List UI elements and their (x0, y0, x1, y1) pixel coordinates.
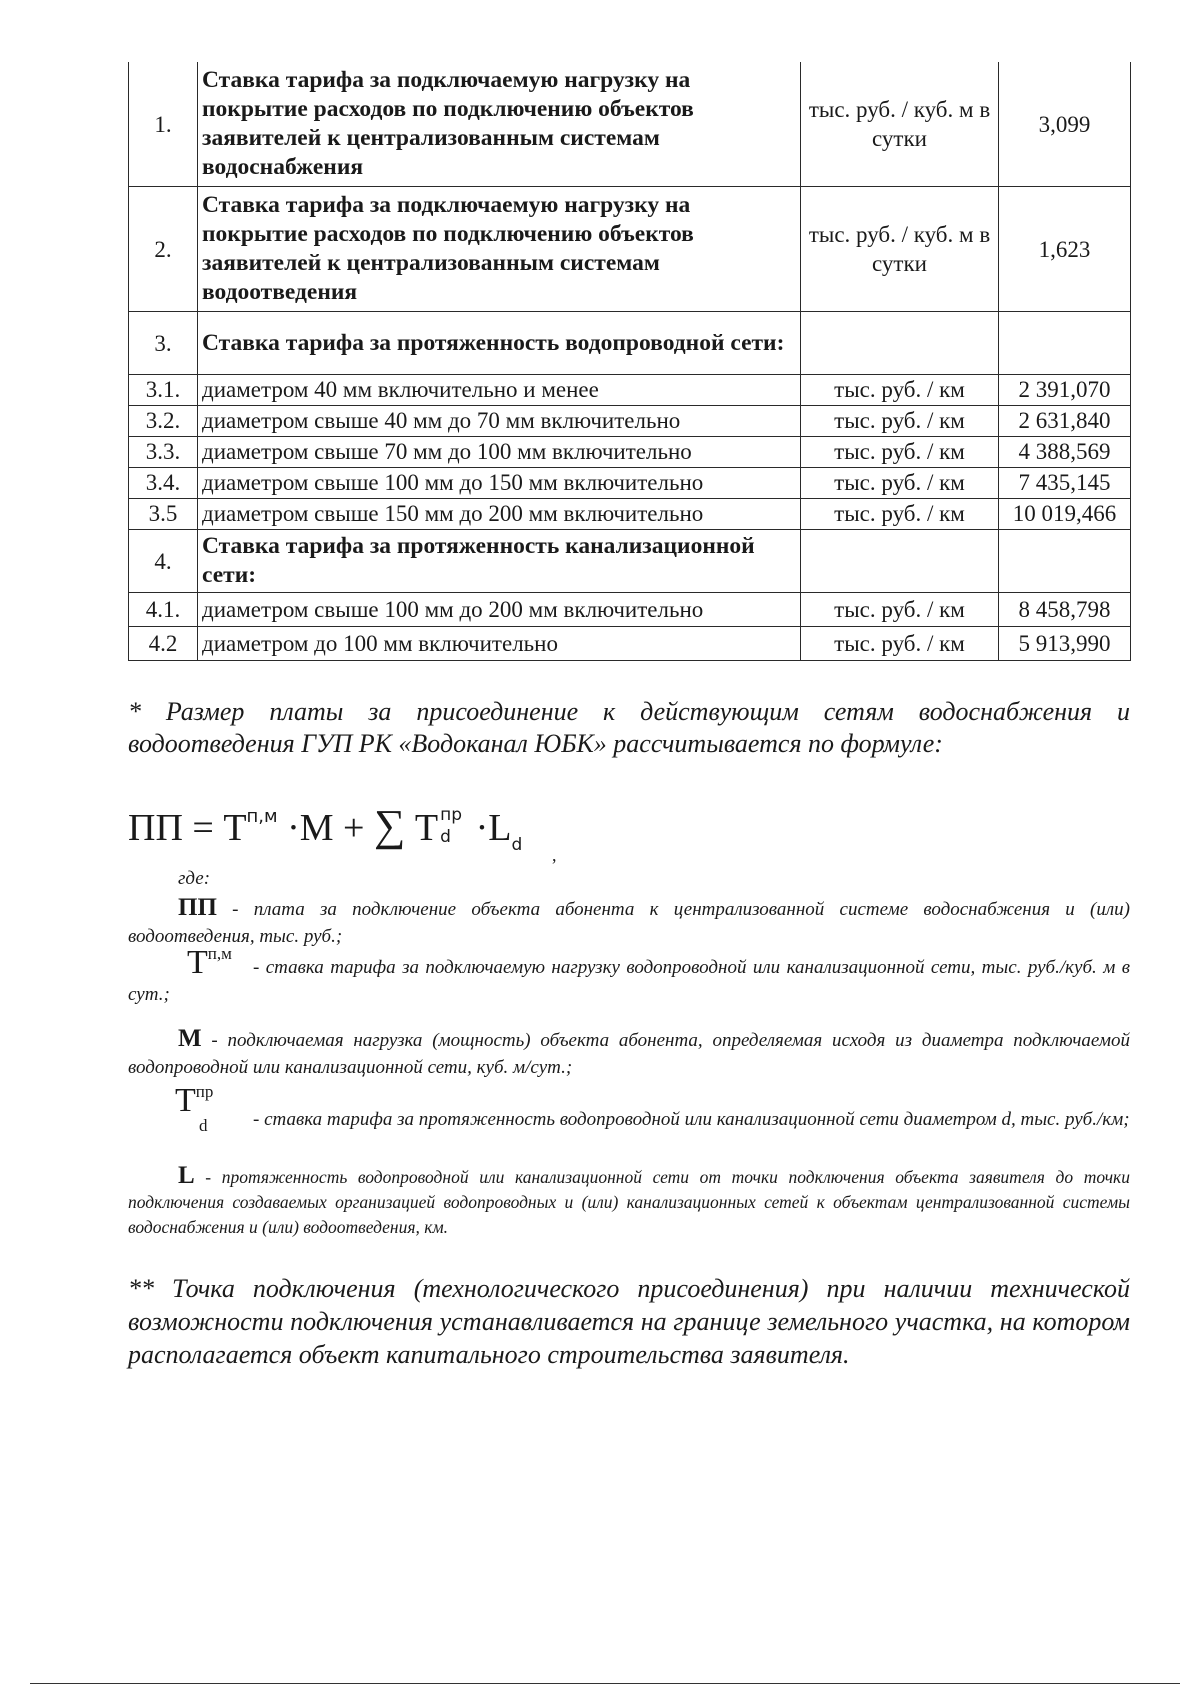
table-row (129, 62, 1131, 187)
row-number: 4.2 (129, 627, 198, 661)
row-value: 2 391,070 (999, 375, 1131, 406)
term-t-length-sub: d (199, 1116, 208, 1135)
row-value: 2 631,840 (999, 406, 1131, 437)
term-m: М (178, 1025, 202, 1052)
sum-symbol: ∑ (373, 801, 406, 850)
row-number: 3.1. (129, 375, 198, 406)
row-unit: тыс. руб. / км (801, 406, 999, 437)
row-value: 5 913,990 (999, 627, 1131, 661)
term-t-length: Т (175, 1082, 196, 1119)
row-number: 3.2. (129, 406, 198, 437)
row-value: 7 435,145 (999, 468, 1131, 499)
row-number: 4.1. (129, 593, 198, 627)
table-row (129, 468, 1131, 499)
definition-t-load: - ставка тарифа за подключаемую нагрузку водопроводной или канализационной сети, тыс. руб./куб. м в сут.; (128, 957, 1130, 1005)
row-name: Ставка тарифа за протяженность водопроводной сети: (198, 312, 801, 375)
page-bottom-rule (30, 1683, 1180, 1684)
definition-pp (128, 894, 1130, 950)
formula-sup-load: п,м (246, 806, 278, 827)
row-number: 4. (129, 530, 198, 593)
definition-pp-text: - плата за подключение объекта абонента к централизованной системе водоснабжения и (или) водоотведения, тыс. руб.; (128, 899, 1130, 947)
where-label: где: (178, 868, 211, 889)
row-name: диаметром свыше 70 мм до 100 мм включительно (198, 437, 801, 468)
fee-formula (128, 800, 522, 860)
formula-tail: ·L (466, 807, 512, 849)
formula-sub-diameter: d (440, 827, 451, 848)
row-value: 3,099 (999, 62, 1131, 187)
row-name: диаметром свыше 100 мм до 200 мм включительно (198, 593, 801, 627)
row-number: 3.3. (129, 437, 198, 468)
row-name: диаметром 40 мм включительно и менее (198, 375, 801, 406)
definition-l-text: - протяженность водопроводной или канализационной сети от точки подключения объекта заявителя до точки подключения создаваемых организацией водопроводных и (или) канализационных сетей к объектам централизованной системы водоснабжения и (или) водоотведения, км. (128, 1167, 1130, 1237)
formula-lhs: ПП = Т (128, 807, 247, 849)
row-name: Ставка тарифа за подключаемую нагрузку на покрытие расходов по подключению объектов заявителей к централизованным системам водоотведения (198, 187, 801, 312)
term-t-load-sup: п,м (207, 944, 232, 963)
term-t-load: Т (187, 944, 208, 981)
table-row (129, 530, 1131, 593)
formula-mid: ·М + (277, 807, 374, 849)
row-unit (801, 530, 999, 593)
table-row (129, 627, 1131, 661)
formula-sup-length: пр (440, 805, 462, 826)
table-row (129, 312, 1131, 375)
row-number: 3.4. (129, 468, 198, 499)
row-unit: тыс. руб. / км (801, 593, 999, 627)
row-unit: тыс. руб. / км (801, 627, 999, 661)
row-number: 3.5 (129, 499, 198, 530)
row-unit: тыс. руб. / км (801, 499, 999, 530)
formula-subsup (438, 805, 466, 851)
definition-m-text: - подключаемая нагрузка (мощность) объекта абонента, определяемая исходя из диаметра подключаемой водопроводной или канализационной сети, куб. м/сут.; (128, 1030, 1130, 1078)
row-name: диаметром свыше 150 мм до 200 мм включительно (198, 499, 801, 530)
table-row (129, 437, 1131, 468)
row-unit: тыс. руб. / км (801, 468, 999, 499)
table-row (129, 499, 1131, 530)
row-unit: тыс. руб. / куб. м в сутки (801, 187, 999, 312)
definition-t-length: - ставка тарифа за протяженность водопроводной или канализационной сети диаметром d, тыс. руб./км; (253, 1109, 1130, 1130)
row-unit: тыс. руб. / км (801, 375, 999, 406)
row-number: 3. (129, 312, 198, 375)
row-value (999, 312, 1131, 375)
row-value: 10 019,466 (999, 499, 1131, 530)
row-value: 8 458,798 (999, 593, 1131, 627)
definition-l (128, 1163, 1130, 1240)
footnote-formula-intro: * Размер платы за присоединение к действующим сетям водоснабжения и водоотведения ГУП РК «Водоканал ЮБК» рассчитывается по формуле: (128, 697, 1130, 758)
row-name: Ставка тарифа за подключаемую нагрузку на покрытие расходов по подключению объектов заявителей к централизованным системам водоснабжения (198, 62, 801, 187)
row-unit (801, 312, 999, 375)
row-value: 1,623 (999, 187, 1131, 312)
formula-sub-l: d (511, 835, 523, 855)
row-name: диаметром до 100 мм включительно (198, 627, 801, 661)
footnote-connection-point: ** Точка подключения (технологического присоединения) при наличии технической возможности подключения устанавливается на границе земельного участка, на котором располагается объект капитального строительства заявителя. (128, 1274, 1130, 1369)
formula-comma: , (552, 845, 557, 865)
formula-t-length: Т (405, 807, 439, 849)
row-number: 1. (129, 62, 198, 187)
row-value (999, 530, 1131, 593)
definition-m (128, 1025, 1130, 1081)
table-row (129, 187, 1131, 312)
row-unit: тыс. руб. / куб. м в сутки (801, 62, 999, 187)
row-value: 4 388,569 (999, 437, 1131, 468)
row-name: диаметром свыше 100 мм до 150 мм включительно (198, 468, 801, 499)
row-name: диаметром свыше 40 мм до 70 мм включительно (198, 406, 801, 437)
tariff-table (128, 62, 1131, 661)
row-unit: тыс. руб. / км (801, 437, 999, 468)
row-name: Ставка тарифа за протяженность канализационной сети: (198, 530, 801, 593)
tariff-table-body (129, 62, 1131, 661)
term-pp: ПП (178, 894, 217, 921)
table-row (129, 375, 1131, 406)
row-number: 2. (129, 187, 198, 312)
term-l: L (178, 1162, 195, 1189)
table-row (129, 406, 1131, 437)
table-row (129, 593, 1131, 627)
term-t-length-sup: пр (195, 1082, 214, 1101)
